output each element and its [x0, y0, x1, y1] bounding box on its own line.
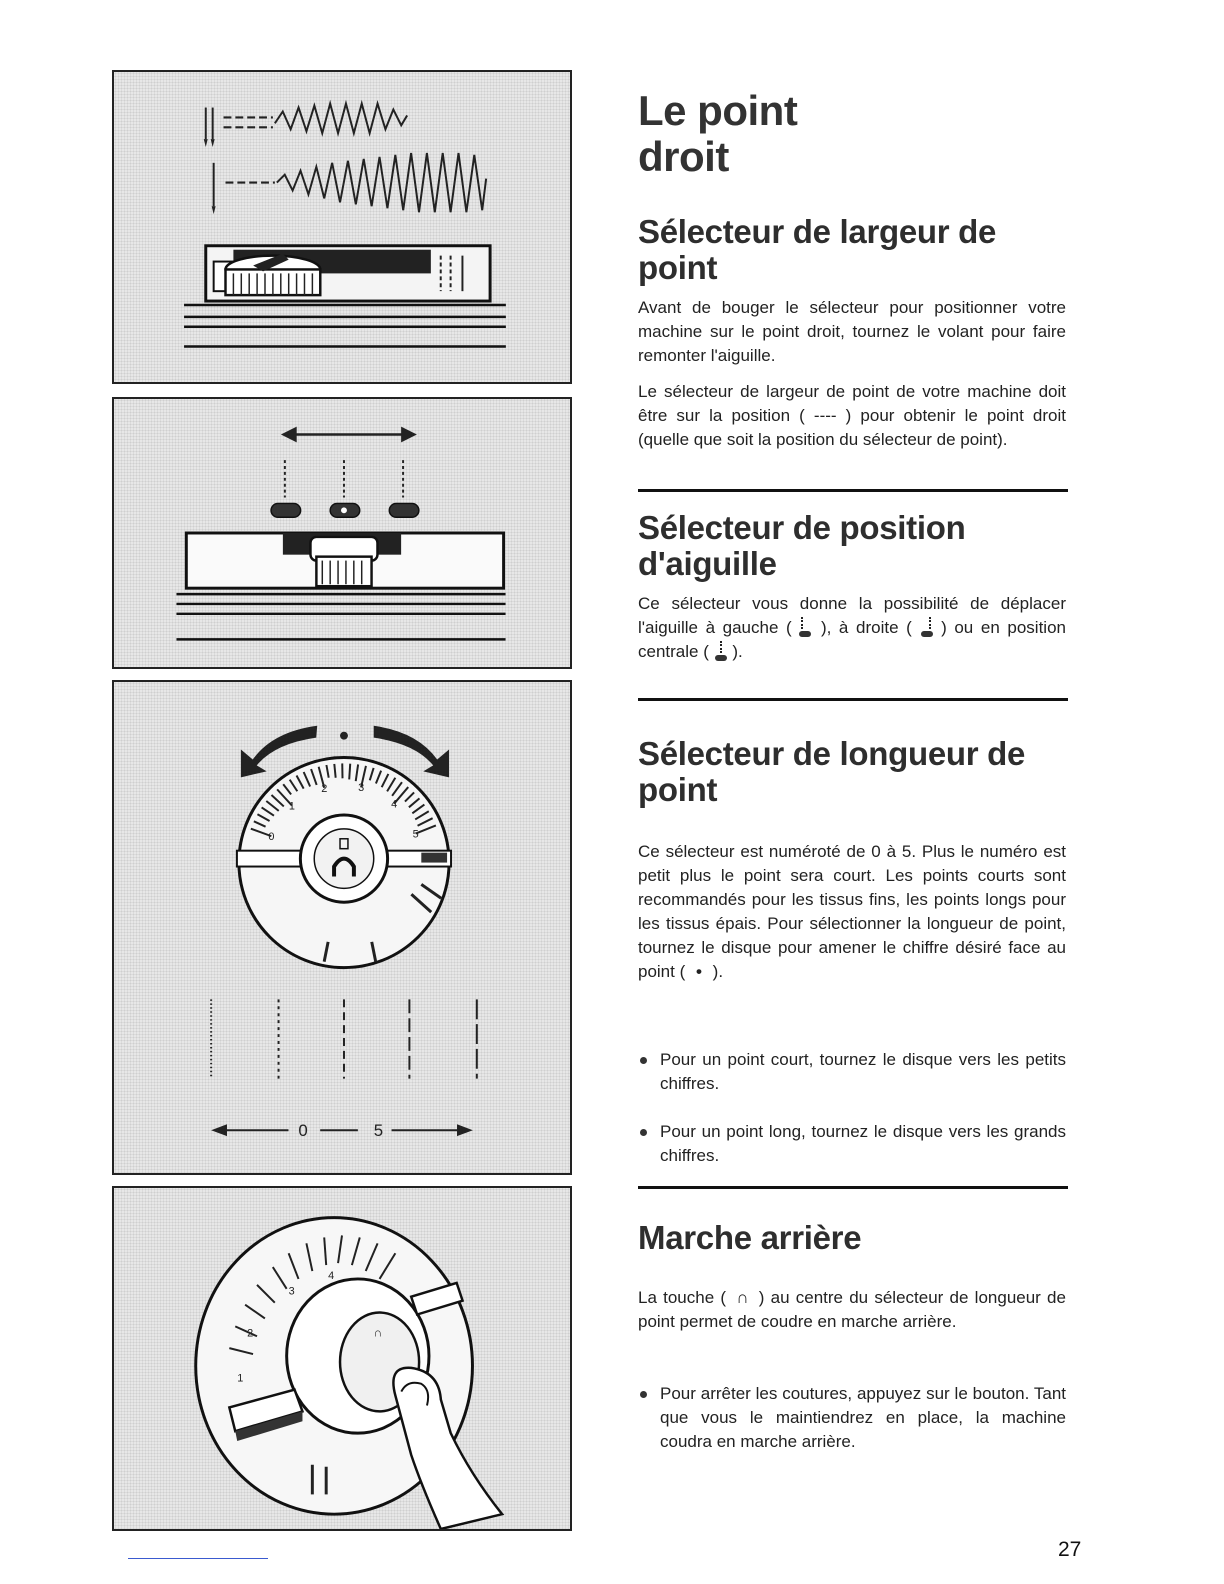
section-divider [638, 698, 1068, 701]
scale-min-label: 0 [298, 1121, 308, 1141]
reverse-bullet [638, 1382, 1066, 1454]
needle-position-text: ). [732, 642, 743, 661]
needle-right-icon [919, 617, 933, 639]
bullet-text: Pour arrêter les coutures, appuyez sur le bouton. Tant que vous le maintiendrez en place, la machine coudra en marche arrière. [660, 1384, 1066, 1451]
needle-position-text: Ce sélecteur vous donne la possibilité de déplacer l'aiguille à gauche ( [638, 594, 1066, 637]
page-title-line2: droit [638, 133, 729, 180]
dial-number: 1 [288, 800, 295, 813]
straight-stitch-line [224, 117, 275, 182]
reference-dot [340, 732, 348, 740]
needle-position-illustration [114, 399, 570, 667]
reverse-symbol-icon: ∩ [736, 1288, 749, 1307]
bullet-icon [640, 1057, 647, 1064]
needle-position-text: ), à droite ( [820, 618, 912, 637]
dial-number: 0 [268, 831, 275, 844]
heading-reverse: Marche arrière [638, 1219, 862, 1256]
zigzag-stitch-large [277, 153, 486, 212]
page-number: 27 [1058, 1538, 1082, 1561]
double-arrow-icon [281, 427, 417, 443]
needle-left-icon [799, 617, 813, 639]
figure-stitch-width [112, 70, 572, 384]
bullet-text: Pour un point long, tournez le disque vers les grands chiffres. [660, 1122, 1066, 1165]
point-dot-icon: • [695, 962, 702, 981]
dial-tick [334, 764, 335, 778]
reverse-text: La touche ( [638, 1288, 727, 1307]
page-title [638, 88, 797, 180]
figure-reverse-button [112, 1186, 572, 1531]
stitch-length-text: Ce sélecteur est numéroté de 0 à 5. Plus le numéro est petit plus le point sera court. Les points courts sont recommandés pour les tissus fins, les points longs pour les tissus épais. Pour sélectionner la longueur de point, tournez le disque pour amener le chiffre désiré face au point ( [638, 842, 1066, 981]
dial-number: 3 [288, 1285, 295, 1298]
heading-needle-position: Sélecteur de position d'aiguille [638, 509, 966, 582]
figure-stitch-length [112, 680, 572, 1175]
stitch-width-para2: Le sélecteur de largeur de point de votre machine doit être sur la position ( ---- ) pour obtenir le point droit (quelle que soit la position du sélecteur de point). [638, 382, 1066, 449]
dial-number: 4 [328, 1269, 335, 1282]
stitch-length-para [638, 840, 1066, 984]
bullet-icon [640, 1129, 647, 1136]
dial-number: 3 [358, 782, 365, 795]
dial-number: 4 [391, 798, 398, 811]
section-divider [638, 1186, 1068, 1189]
stitch-length-bullet-long [638, 1120, 1066, 1168]
length-scale [211, 1121, 473, 1140]
heading-stitch-length: Sélecteur de longueur de point [638, 735, 1026, 808]
stitch-width-illustration [114, 72, 570, 382]
reverse-illustration [114, 1188, 570, 1529]
dial-number: 5 [412, 828, 419, 841]
zigzag-stitch-small [275, 104, 407, 134]
needle-position-text: ) ou en position centrale ( [638, 618, 1066, 661]
figure-needle-position [112, 397, 572, 669]
page-title-line1: Le point [638, 87, 798, 134]
needle-center-icon [714, 641, 728, 663]
reverse-para [638, 1286, 1066, 1334]
dial-number: 2 [247, 1327, 254, 1340]
bullet-text: Pour un point court, tournez le disque vers les petits chiffres. [660, 1050, 1066, 1093]
reverse-label: ∩ [373, 1325, 383, 1340]
scale-max-label: 5 [373, 1121, 384, 1141]
bullet-icon [640, 1391, 647, 1398]
needle-icon [206, 108, 214, 207]
dial-number: 1 [237, 1372, 244, 1385]
stitch-length-text: ). [712, 962, 724, 981]
stitch-length-bullet-short [638, 1048, 1066, 1096]
stitch-length-illustration [114, 682, 570, 1173]
heading-stitch-width: Sélecteur de largeur de point [638, 213, 997, 286]
section-divider [638, 489, 1068, 492]
footer-line [128, 1558, 268, 1559]
dial-number: 2 [321, 782, 328, 795]
needle-position-para [638, 592, 1066, 664]
dial-tick [349, 764, 350, 780]
stitch-width-para1: Avant de bouger le sélecteur pour positionner votre machine sur le point droit, tournez le volant pour faire remonter l'aiguille. [638, 298, 1066, 365]
reverse-text: ) au centre du sélecteur de longueur de point permet de coudre en marche arrière. [638, 1288, 1066, 1331]
